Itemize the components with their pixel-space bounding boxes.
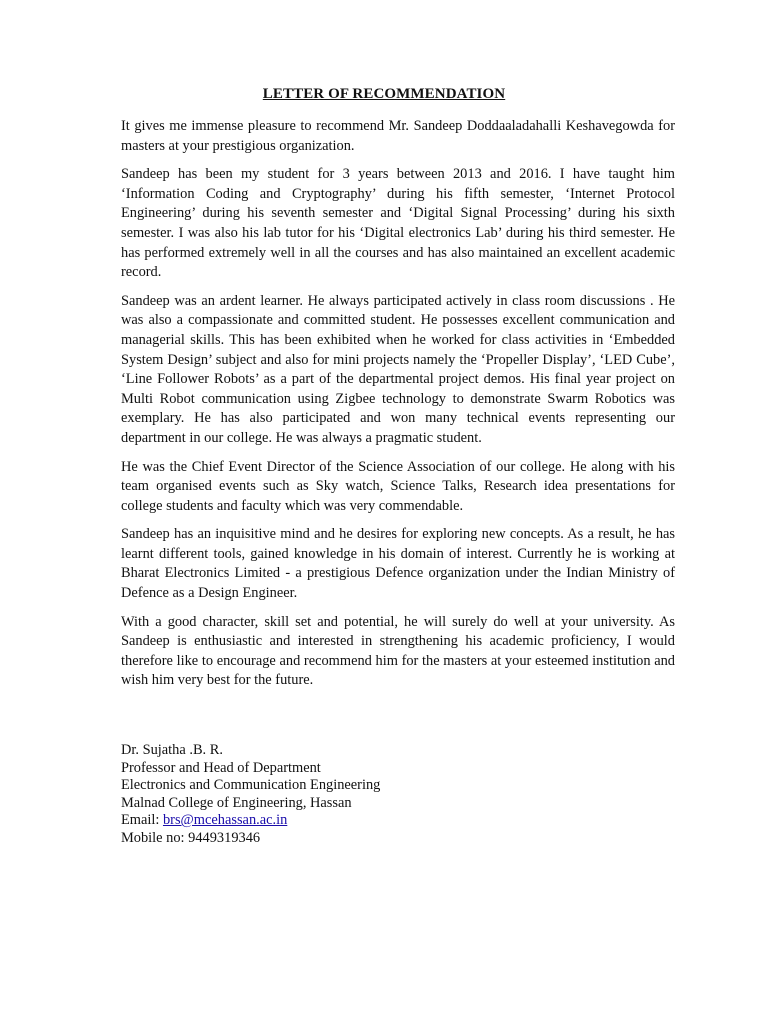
paragraph-learner: Sandeep was an ardent learner. He always participated actively in class room discussions . He was also a compassionate and committed student. He possesses excellent communication and managerial skills. This has been exhibited when he worked for class activities in ‘Embedded System Design’ subject and also for mini projects namely the ‘Propeller Display’, ‘LED Cube’, ‘Line Follower Robots’ as a part of the departmental project demos. His final year project on Multi Robot communication using Zigbee technology to demonstrate Swarm Robotics was exemplary. He has also participated and won many technical events representing our department in our college. He was always a pragmatic student. [121, 292, 675, 446]
paragraph-introduction: It gives me immense pleasure to recommend Mr. Sandeep Doddaaladahalli Keshavegowda for masters at your prestigious organization. [121, 118, 675, 154]
email-link[interactable]: brs@mcehassan.ac.in [162, 812, 288, 828]
mobile-number: Mobile no: 9449319346 [121, 829, 261, 846]
signatory-name: Dr. Sujatha .B. R. [121, 742, 223, 758]
email-line [121, 812, 675, 830]
paragraph-event-director: He was the Chief Event Director of the Science Association of our college. He along with his team organised events such as Sky watch, Science Talks, Research idea presentations for college students and faculty which was very commendable. [121, 458, 675, 514]
letter-title: LETTER OF RECOMMENDATION [262, 86, 506, 102]
paragraph-current-work: Sandeep has an inquisitive mind and he desires for exploring new concepts. As a result, he has learnt different tools, gained knowledge in his domain of interest. Currently he is working at Bharat Electronics Limited - a prestigious Defence organization under the Indian Ministry of Defence as a Design Engineer. [121, 526, 675, 602]
signatory-position: Professor and Head of Department [121, 759, 321, 776]
signatory-institution: Malnad College of Engineering, Hassan [121, 794, 352, 811]
letter-body [121, 117, 675, 700]
email-label: Email: [121, 812, 163, 828]
paragraph-courses: Sandeep has been my student for 3 years between 2013 and 2016. I have taught him ‘Information Coding and Cryptography’ during his fifth semester, ‘Internet Protocol Engineering’ during his seventh semester and ‘Digital Signal Processing’ during his sixth semester. I was also his lab tutor for his ‘Digital electronics Lab’ during his third semester. He has performed extremely well in all the courses and has also maintained an excellent academic record. [121, 166, 675, 281]
signatory-department: Electronics and Communication Engineering [121, 777, 381, 793]
paragraph-closing: With a good character, skill set and potential, he will surely do well at your university. As Sandeep is enthusiastic and interested in strengthening his academic proficiency, I would therefore like to encourage and recommend him for the masters at your esteemed institution and wish him very best for the future. [121, 613, 675, 689]
signature-block [121, 742, 675, 847]
